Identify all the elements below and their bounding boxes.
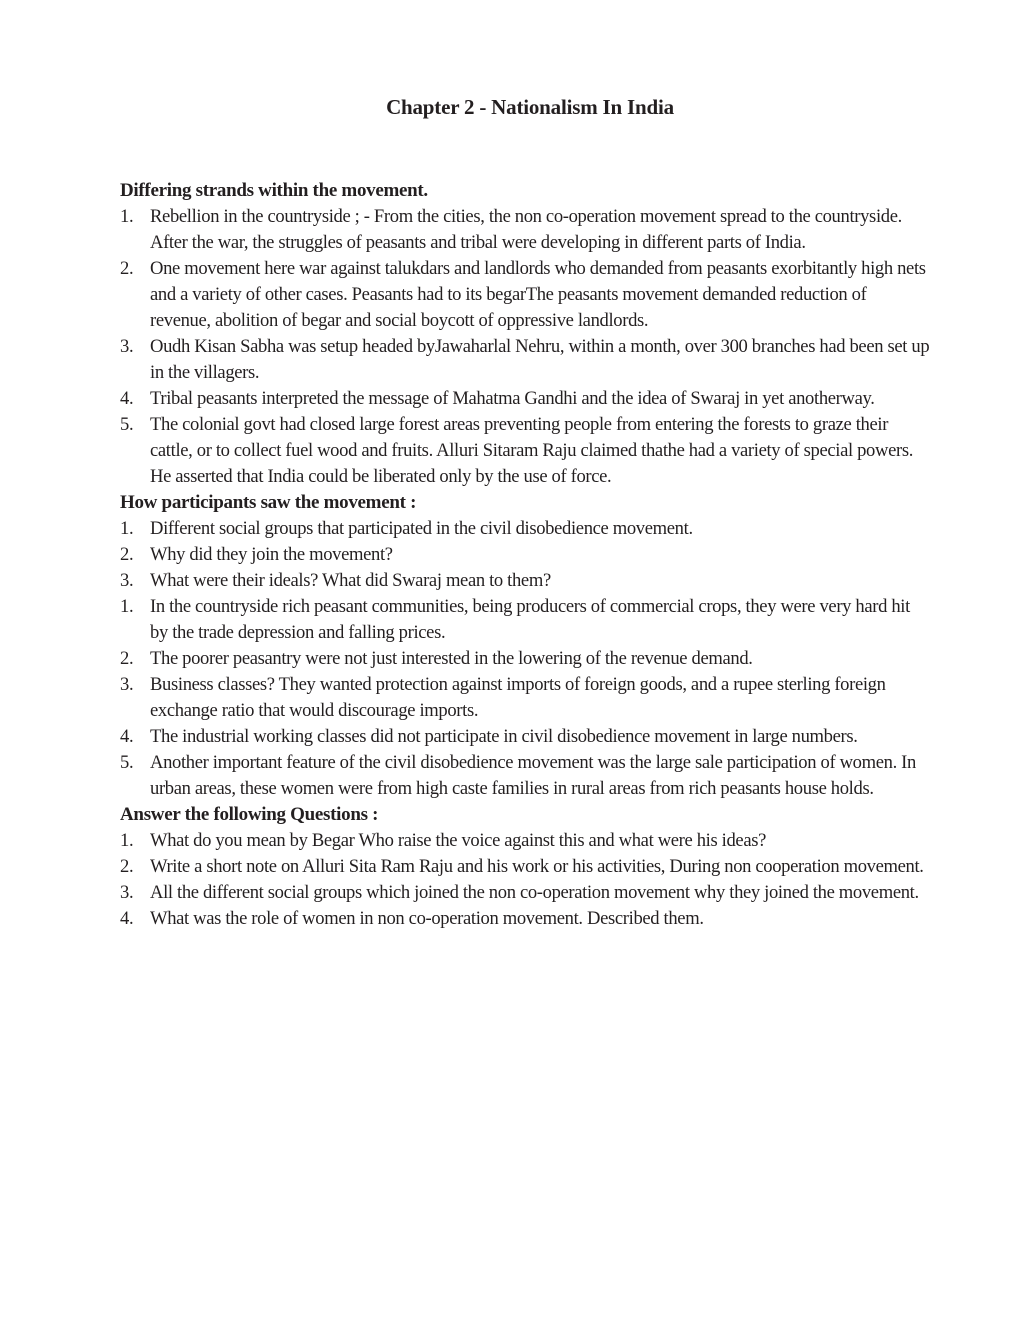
item-number: 2. <box>120 258 134 279</box>
list-item <box>120 334 930 386</box>
item-text: All the different social groups which joined the non co-operation movement why they joined the movement. <box>150 882 919 903</box>
item-text: What do you mean by Begar Who raise the voice against this and what were his ideas? <box>150 830 767 851</box>
item-number: 2. <box>120 544 134 565</box>
list-item <box>120 750 930 802</box>
item-text: Different social groups that participated in the civil disobedience movement. <box>150 518 693 539</box>
item-number: 5. <box>120 414 134 435</box>
item-number: 4. <box>120 908 134 929</box>
item-text: The industrial working classes did not participate in civil disobedience movement in large numbers. <box>150 726 858 747</box>
list-item <box>120 594 930 646</box>
list-item <box>120 854 930 880</box>
item-text: In the countryside rich peasant communities, being producers of commercial crops, they were very hard hit by the trade depression and falling prices. <box>150 596 910 643</box>
list-item <box>120 204 930 256</box>
item-text: One movement here war against talukdars and landlords who demanded from peasants exorbitantly high nets and a variety of other cases. Peasants had to its begarThe peasants movement demanded reduction of revenue, abolition of begar and social boycott of oppressive landlords. <box>150 258 926 331</box>
list-item <box>120 256 930 334</box>
item-number: 3. <box>120 882 134 903</box>
list-item <box>120 906 930 932</box>
item-number: 1. <box>120 206 134 227</box>
item-text: The colonial govt had closed large forest areas preventing people from entering the forests to graze their cattle, or to collect fuel wood and fruits. Alluri Sitaram Raju claimed thathe had a variety of special powers. He asserted that India could be liberated only by the use of force. <box>150 414 914 487</box>
section-participants <box>120 490 930 802</box>
item-number: 3. <box>120 570 134 591</box>
item-text: Why did they join the movement? <box>150 544 393 565</box>
item-number: 1. <box>120 518 134 539</box>
document-page <box>120 92 930 932</box>
list-item <box>120 568 930 594</box>
item-text: What was the role of women in non co-operation movement. Described them. <box>150 908 704 929</box>
section-heading: Differing strands within the movement. <box>120 180 428 201</box>
list-item <box>120 828 930 854</box>
numbered-list <box>120 828 930 932</box>
section-differing-strands <box>120 178 930 490</box>
numbered-list <box>120 516 930 802</box>
item-number: 4. <box>120 388 134 409</box>
item-text: The poorer peasantry were not just interested in the lowering of the revenue demand. <box>150 648 753 669</box>
item-number: 1. <box>120 830 134 851</box>
section-heading: How participants saw the movement : <box>120 492 417 513</box>
list-item <box>120 542 930 568</box>
item-number: 4. <box>120 726 134 747</box>
item-text: Another important feature of the civil disobedience movement was the large sale participation of women. In urban areas, these women were from high caste families in rural areas from rich peasants house holds. <box>150 752 916 799</box>
item-text: Business classes? They wanted protection against imports of foreign goods, and a rupee sterling foreign exchange ratio that would discourage imports. <box>150 674 886 721</box>
list-item <box>120 646 930 672</box>
list-item <box>120 724 930 750</box>
item-text: Write a short note on Alluri Sita Ram Raju and his work or his activities, During non cooperation movement. <box>150 856 924 877</box>
item-number: 1. <box>120 596 134 617</box>
page-title: Chapter 2 - Nationalism In India <box>386 95 674 119</box>
list-item <box>120 412 930 490</box>
item-text: Tribal peasants interpreted the message of Mahatma Gandhi and the idea of Swaraj in yet anotherway. <box>150 388 875 409</box>
numbered-list <box>120 204 930 490</box>
section-questions <box>120 802 930 932</box>
list-item <box>120 672 930 724</box>
section-heading: Answer the following Questions : <box>120 804 379 825</box>
item-number: 2. <box>120 856 134 877</box>
item-number: 2. <box>120 648 134 669</box>
item-number: 3. <box>120 674 134 695</box>
list-item <box>120 880 930 906</box>
list-item <box>120 386 930 412</box>
item-text: What were their ideals? What did Swaraj mean to them? <box>150 570 551 591</box>
item-text: Oudh Kisan Sabha was setup headed byJawaharlal Nehru, within a month, over 300 branches had been set up in the villagers. <box>150 336 930 383</box>
item-text: Rebellion in the countryside ; - From the cities, the non co-operation movement spread to the countryside. After the war, the struggles of peasants and tribal were developing in different parts of India. <box>150 206 902 253</box>
list-item <box>120 516 930 542</box>
item-number: 5. <box>120 752 134 773</box>
item-number: 3. <box>120 336 134 357</box>
